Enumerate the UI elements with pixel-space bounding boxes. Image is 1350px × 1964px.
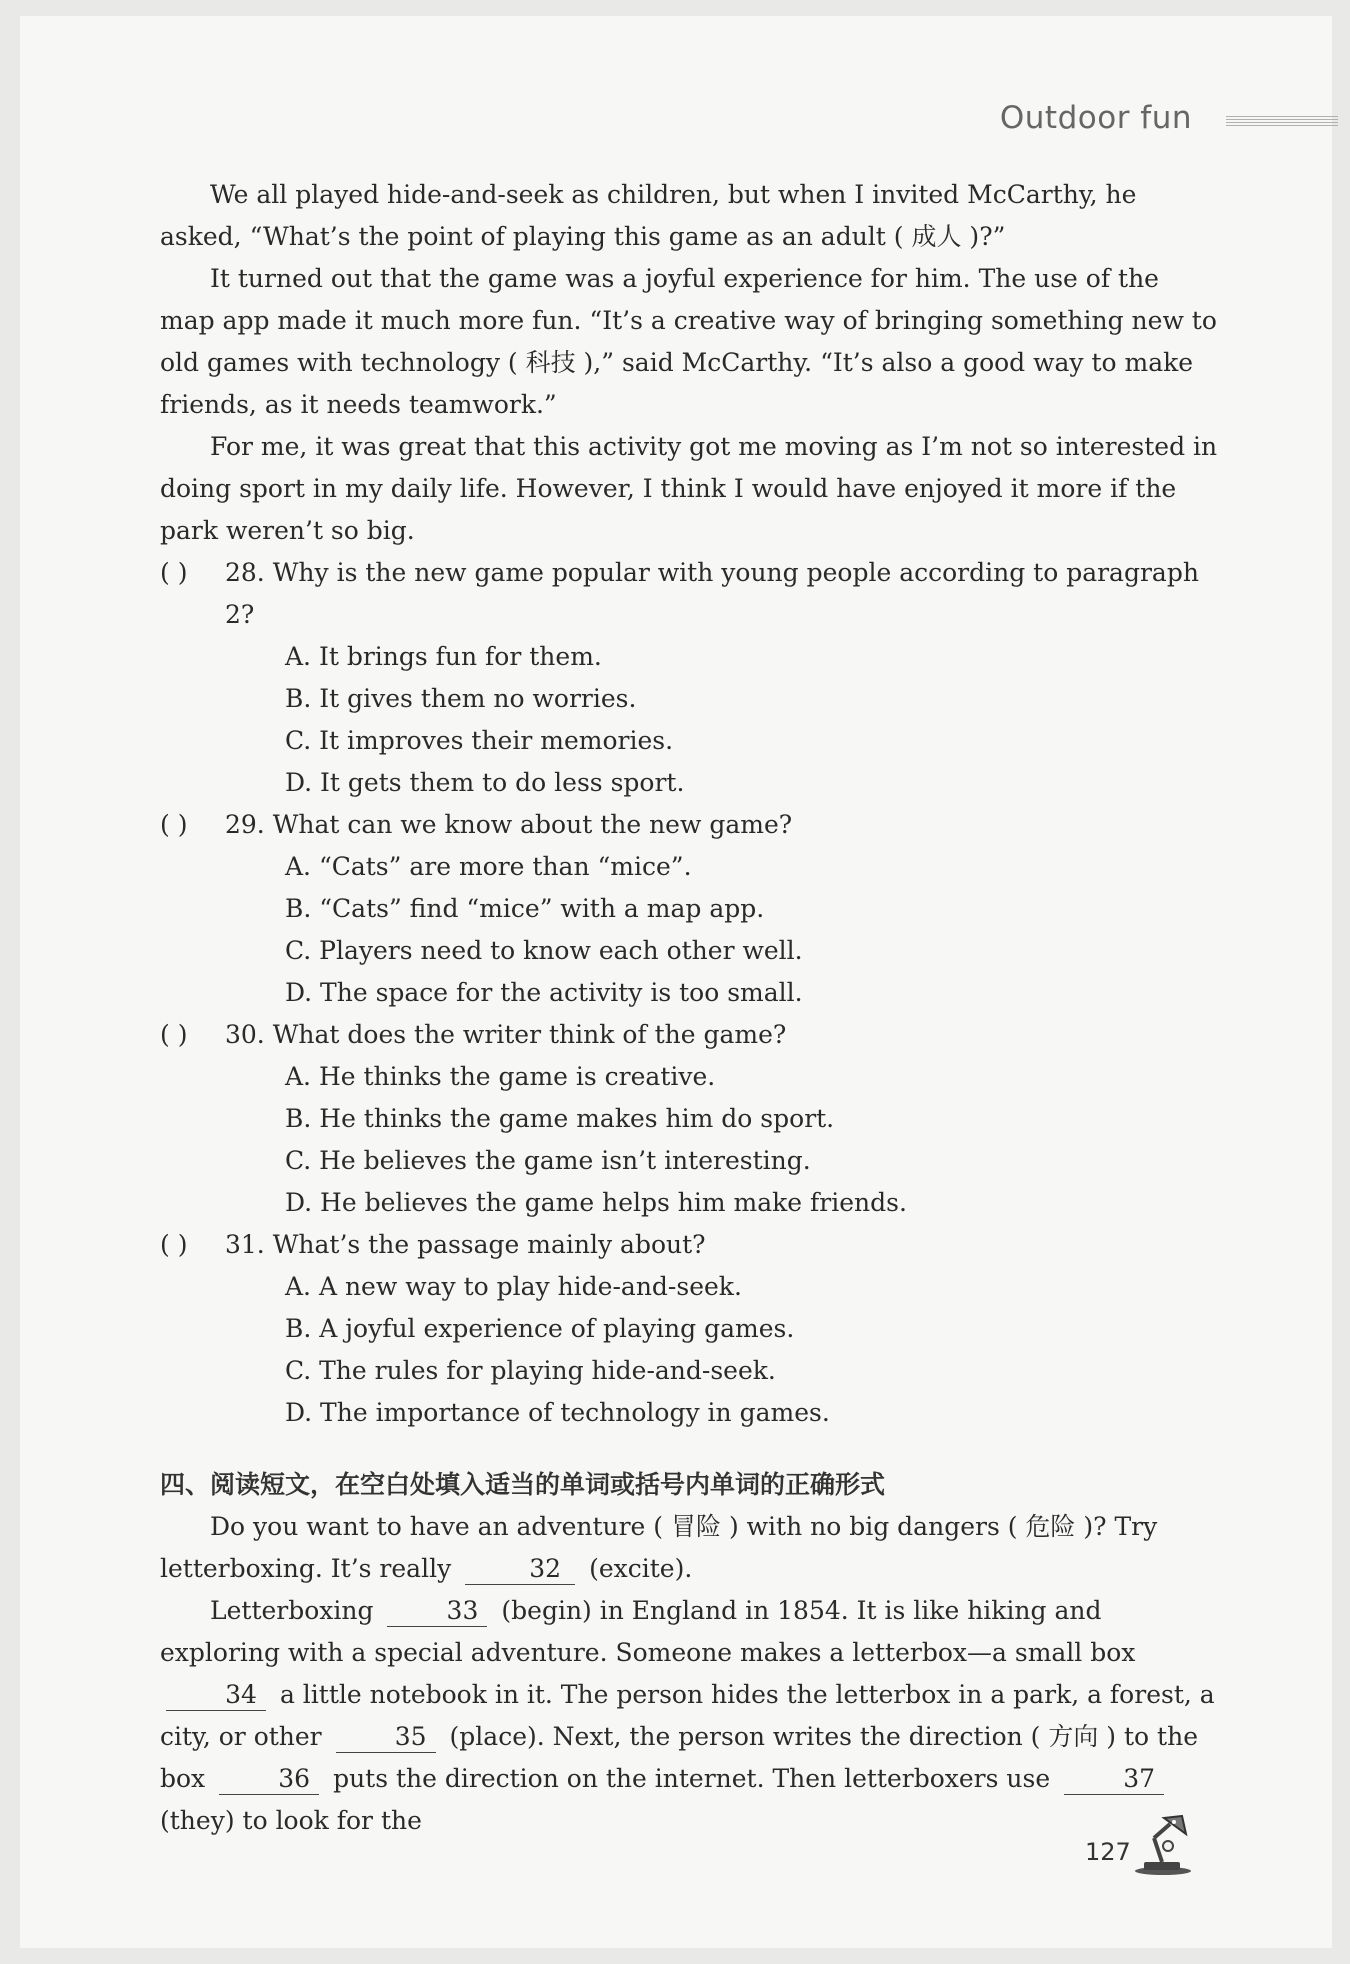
option: B. He thinks the game makes him do sport. (285, 1104, 835, 1133)
answer-bracket[interactable]: ( ) (160, 1230, 188, 1259)
option: B. “Cats” find “mice” with a map app. (285, 894, 765, 923)
option: D. The space for the activity is too small. (285, 978, 803, 1007)
answer-bracket[interactable]: ( ) (160, 1020, 188, 1049)
option: A. A new way to play hide-and-seek. (285, 1272, 742, 1301)
passage-paragraph: It turned out that the game was a joyful experience for him. The use of the map app made it much more fun. “It’s a creative way of bringing something new to old games with technology ( 科技 ),” said McCarthy. “It’s also a good way to make friends, as it needs teamwork.” (160, 264, 1217, 419)
lamp-cartoon-icon-svg (1128, 1808, 1198, 1878)
header-decoration (1226, 116, 1338, 130)
cloze-text: (place). Next, the person writes the direction ( 方向 ) to the box (160, 1722, 1198, 1793)
cloze-text: puts the direction on the internet. Then letterboxers use (333, 1764, 1051, 1793)
passage-paragraph: For me, it was great that this activity got me moving as I’m not so interested in doing sport in my daily life. However, I think I would have enjoyed it more if the park weren’t so big. (160, 432, 1218, 545)
blank-32[interactable]: 32 (465, 1554, 575, 1585)
question-30 (160, 1014, 1220, 1224)
cloze-text: Do you want to have an adventure ( 冒险 ) with no big dangers ( 危险 )? Try letterboxing. It’s really (160, 1512, 1158, 1583)
option: B. A joyful experience of playing games. (285, 1314, 795, 1343)
option: C. The rules for playing hide-and-seek. (285, 1356, 776, 1385)
blank-35[interactable]: 35 (336, 1722, 436, 1753)
running-header: Outdoor fun (999, 100, 1192, 136)
blank-33[interactable]: 33 (387, 1596, 487, 1627)
cloze-text: (they) to look for the (160, 1806, 422, 1835)
cloze-paragraph-1 (160, 1506, 1220, 1590)
page-number: 127 (1085, 1838, 1131, 1866)
option: C. He believes the game isn’t interesting. (285, 1146, 811, 1175)
question-29 (160, 804, 1220, 1014)
question-28 (160, 552, 1220, 804)
passage-paragraph: We all played hide-and-seek as children, but when I invited McCarthy, he asked, “What’s the point of playing this game as an adult ( 成人 )?” (160, 180, 1137, 251)
option: B. It gives them no worries. (285, 684, 637, 713)
cloze-paragraph-2 (160, 1590, 1220, 1842)
blank-37[interactable]: 37 (1064, 1764, 1164, 1795)
question-31 (160, 1224, 1220, 1434)
blank-36[interactable]: 36 (219, 1764, 319, 1795)
page-content (160, 174, 1220, 1842)
section-heading: 四、阅读短文，在空白处填入适当的单词或括号内单词的正确形式 (160, 1470, 886, 1499)
question-text: 31. What’s the passage mainly about? (225, 1230, 706, 1259)
lamp-cartoon-icon (1128, 1808, 1198, 1882)
option: C. It improves their memories. (285, 726, 674, 755)
question-text: 28. Why is the new game popular with young people according to paragraph 2? (225, 558, 1199, 629)
option: A. It brings fun for them. (285, 642, 602, 671)
answer-bracket[interactable]: ( ) (160, 558, 188, 587)
option: D. It gets them to do less sport. (285, 768, 685, 797)
question-text: 30. What does the writer think of the game? (225, 1020, 787, 1049)
option: D. The importance of technology in games. (285, 1398, 830, 1427)
option: D. He believes the game helps him make friends. (285, 1188, 907, 1217)
cloze-text: Letterboxing (210, 1596, 374, 1625)
answer-bracket[interactable]: ( ) (160, 810, 188, 839)
cloze-text: a little notebook in it. The person hides the letterbox in a park, a forest, a city, or other (160, 1680, 1215, 1751)
cloze-text: (excite). (589, 1554, 693, 1583)
option: A. “Cats” are more than “mice”. (285, 852, 692, 881)
cloze-text: (begin) in England in 1854. It is like hiking and exploring with a special adventure. Someone makes a letterbox—a small box (160, 1596, 1136, 1667)
question-text: 29. What can we know about the new game? (225, 810, 793, 839)
option: A. He thinks the game is creative. (285, 1062, 716, 1091)
blank-34[interactable]: 34 (166, 1680, 266, 1711)
option: C. Players need to know each other well. (285, 936, 803, 965)
